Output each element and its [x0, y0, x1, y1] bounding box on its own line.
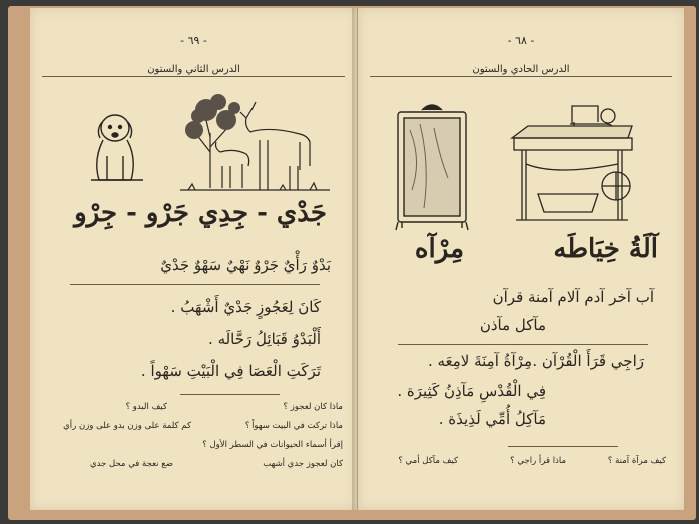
- right-page: [358, 8, 684, 510]
- left-question: إقرأ أسماء الحيوانات في السطر الأول ؟: [202, 440, 343, 450]
- right-word-row-2: مآكل مآذن: [479, 316, 546, 334]
- right-page-number: - ٦٨ -: [507, 34, 535, 47]
- sewing-machine-illustration: [508, 94, 640, 228]
- right-sentence-3: فِي الْقُدْسِ مَآذِنُ كَثِيرَة .: [397, 382, 546, 400]
- left-sentence-1: كَانَ لِعَجُوزٍ جَدْيٌ أَشْهَبُ .: [170, 298, 321, 316]
- left-sentence-3: تَرَكَتِ الْعَصَا فِي الْبَيْتِ سَهْواً .: [140, 362, 321, 380]
- left-question: ضع نعجة في محل جدي: [89, 459, 173, 469]
- left-page: [30, 8, 358, 510]
- right-headline-sewing-machine: آلَةُ خِيَاطَه: [553, 234, 658, 264]
- left-sentence-rule: [180, 394, 280, 395]
- right-question: كيف مآكل أمي ؟: [398, 456, 458, 466]
- right-sentence-rule: [508, 446, 618, 447]
- left-question: كان لعجوز جدي أشهب: [263, 459, 343, 469]
- left-question: كم كلمة على وزن بدو على وزن رأي: [63, 421, 191, 431]
- right-lesson-title: الدرس الحادي والستون: [472, 64, 570, 75]
- right-question: كيف مرآة آمنة ؟: [607, 456, 666, 466]
- standing-mirror-illustration: [394, 100, 470, 232]
- left-page-number: - ٦٩ -: [180, 34, 207, 47]
- right-sentence-2: رَاجِي قَرَأَ الْقُرْآن .: [532, 352, 644, 370]
- left-title-rule: [42, 76, 345, 77]
- right-sentence-1: مِرْآةُ آمِنَةَ لامِعَه .: [427, 352, 532, 370]
- goats-under-tree-illustration: [180, 92, 330, 194]
- right-word-row-1: آب آخر آدم آلام آمنة قرآن: [492, 288, 654, 306]
- left-question: ماذا تركت في البيت سهواً ؟: [244, 421, 343, 431]
- right-sentence-4: مَآكِلُ أُمِّي لَذِيذَة .: [438, 410, 546, 428]
- right-word-rule: [398, 344, 648, 345]
- right-question: ماذا قرأ راجي ؟: [510, 456, 566, 466]
- left-question: ماذا كان لعجوز ؟: [283, 402, 343, 412]
- left-word-rule: [70, 284, 320, 285]
- left-word-row: بَدْوٌ رَأْيٌ جَرْوٌ نَهْيٌ سَهْوٌ جَدْيٌ: [160, 256, 331, 274]
- puppy-illustration: [85, 108, 147, 188]
- left-lesson-title: الدرس الثاني والستون: [147, 64, 240, 75]
- left-question: كيف البدو ؟: [125, 402, 167, 412]
- left-sentence-2: أَلْبَدْوُ قَبَائِلُ رَحَّالَه .: [208, 330, 321, 348]
- left-headline: جَدْي - جِدِي جَرْو - جِرْو: [74, 198, 327, 228]
- right-title-rule: [370, 76, 672, 77]
- right-headline-mirror: مِرْآه: [414, 234, 464, 264]
